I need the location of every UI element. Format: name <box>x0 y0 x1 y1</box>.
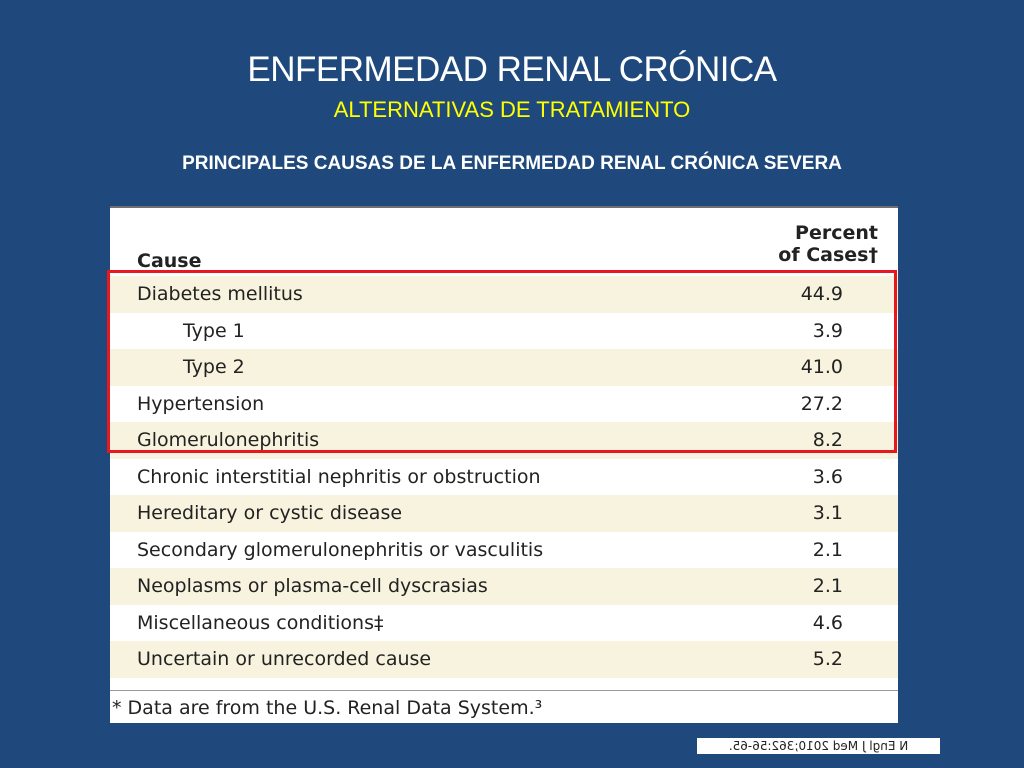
table-row <box>110 422 898 459</box>
table-row <box>110 349 898 386</box>
table-row <box>110 532 898 569</box>
table-row <box>110 495 898 532</box>
header-percent <box>778 222 878 266</box>
row-percent: 3.9 <box>812 319 843 342</box>
row-percent: 3.6 <box>812 465 843 488</box>
table-footnote: * Data are from the U.S. Renal Data System.³ <box>112 697 543 719</box>
header-cause: Cause <box>137 250 202 272</box>
table-row <box>110 459 898 496</box>
row-cause: Type 2 <box>183 356 245 378</box>
table-body <box>110 276 898 678</box>
footnote-bar <box>110 690 898 723</box>
row-cause: Glomerulonephritis <box>137 429 320 451</box>
row-cause: Neoplasms or plasma-cell dyscrasias <box>137 575 488 597</box>
citation-text: N Engl J Med 2010;362:56-65. <box>728 739 909 753</box>
table-row <box>110 605 898 642</box>
table-row <box>110 313 898 350</box>
row-cause: Chronic interstitial nephritis or obstruction <box>137 465 541 488</box>
row-cause: Secondary glomerulonephritis or vasculitis <box>137 538 544 561</box>
row-percent: 8.2 <box>812 429 843 451</box>
row-percent: 4.6 <box>812 611 843 634</box>
row-cause: Type 1 <box>183 319 245 342</box>
row-percent: 27.2 <box>800 392 843 415</box>
table-row <box>110 386 898 423</box>
slide-title: ENFERMEDAD RENAL CRÓNICA <box>247 50 777 89</box>
row-percent: 5.2 <box>812 648 843 670</box>
table-heading: PRINCIPALES CAUSAS DE LA ENFERMEDAD RENAL CRÓNICA SEVERA <box>182 153 842 174</box>
row-cause: Diabetes mellitus <box>137 283 303 305</box>
row-percent: 41.0 <box>800 356 843 378</box>
slide-subtitle: ALTERNATIVAS DE TRATAMIENTO <box>333 97 691 122</box>
header-percent-line1: Percent <box>795 222 878 244</box>
citation-label <box>697 738 940 754</box>
row-cause: Uncertain or unrecorded cause <box>137 648 432 670</box>
row-cause: Miscellaneous conditions‡ <box>137 611 384 634</box>
row-percent: 3.1 <box>812 502 843 524</box>
row-cause: Hypertension <box>137 392 265 415</box>
row-percent: 2.1 <box>812 575 843 597</box>
row-cause: Hereditary or cystic disease <box>137 502 403 524</box>
causes-table <box>110 206 898 692</box>
row-percent: 44.9 <box>800 283 843 305</box>
table-header-row <box>110 208 898 276</box>
table-row <box>110 641 898 678</box>
table-row <box>110 276 898 313</box>
table-row <box>110 568 898 605</box>
header-percent-line2: of Cases† <box>778 244 878 266</box>
row-percent: 2.1 <box>812 538 843 561</box>
